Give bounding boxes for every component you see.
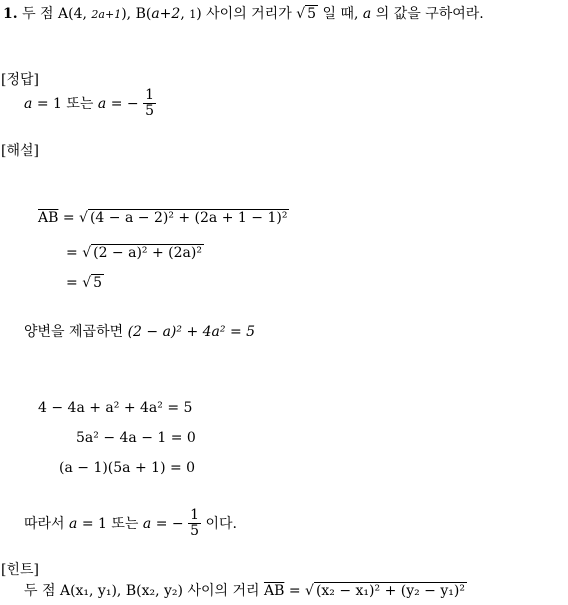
conclusion-var-2: a bbox=[142, 515, 152, 532]
conclusion-fraction-num: 1 bbox=[190, 507, 200, 523]
answer-line bbox=[24, 88, 156, 120]
point-b-prefix: B( bbox=[135, 6, 152, 22]
answer-var-2: a bbox=[97, 95, 107, 112]
line2-sqrt-symbol: √ bbox=[82, 245, 92, 261]
hint-heading: [힌트] bbox=[1, 562, 39, 578]
equation-1: 4 − 4a + a² + 4a² = 5 bbox=[38, 400, 193, 416]
sqrt-five bbox=[296, 6, 318, 23]
solution-line-1 bbox=[38, 210, 289, 227]
problem-text-3: 일 때, bbox=[322, 6, 359, 22]
answer-fraction-den: 5 bbox=[145, 103, 154, 120]
answer-fraction bbox=[143, 88, 156, 120]
answer-eq-1: = 1 bbox=[36, 95, 62, 112]
equation-2: 5a² − 4a − 1 = 0 bbox=[76, 430, 196, 446]
answer-or: 또는 bbox=[66, 95, 94, 112]
squaring-line bbox=[24, 324, 255, 341]
conclusion-fraction-den: 5 bbox=[190, 523, 200, 540]
point-a-suffix: ), bbox=[121, 6, 132, 22]
point-b-x: a+2 bbox=[151, 6, 181, 22]
line2-radicand: (2 − a)² + (2a)² bbox=[93, 245, 202, 261]
solution-line-2 bbox=[66, 245, 204, 262]
point-a-prefix: A(4, bbox=[58, 6, 87, 22]
problem-text-4: 의 값을 구하여라. bbox=[375, 6, 484, 22]
line3-sqrt bbox=[82, 275, 104, 292]
point-a-y: 2a+1 bbox=[91, 8, 122, 21]
hint-text-2: 사이의 거리 bbox=[187, 583, 260, 599]
solution-line-3 bbox=[66, 275, 104, 292]
conclusion-line bbox=[24, 508, 237, 540]
equation-3: (a − 1)(5a + 1) = 0 bbox=[59, 460, 196, 476]
answer-eq-2: = − bbox=[110, 95, 139, 112]
line3-sqrt-symbol: √ bbox=[82, 275, 92, 291]
hint-line bbox=[24, 583, 467, 600]
problem-text-1: 두 점 bbox=[22, 6, 54, 22]
solution-heading: [해설] bbox=[1, 143, 39, 159]
hint-sqrt bbox=[305, 583, 467, 600]
answer-var-1: a bbox=[24, 95, 33, 112]
squaring-equation: (2 − a)² + 4a² = 5 bbox=[127, 324, 256, 340]
line2-eq: = bbox=[66, 245, 78, 261]
conclusion-or: 또는 bbox=[111, 515, 139, 532]
line1-sqrt bbox=[79, 210, 289, 227]
line1-radicand: (4 − a − 2)² + (2a + 1 − 1)² bbox=[89, 210, 288, 226]
line1-eq: = bbox=[62, 210, 75, 226]
hint-radicand: (x₂ − x₁)² + (y₂ − y₁)² bbox=[315, 583, 465, 599]
hint-point-a: A(x₁, y₁), bbox=[59, 583, 122, 599]
conclusion-fraction bbox=[188, 508, 201, 540]
hint-eq: = bbox=[288, 583, 301, 599]
point-b-suffix: ) bbox=[196, 6, 202, 22]
line2-sqrt bbox=[82, 245, 204, 262]
hint-point-b: B(x₂, y₂) bbox=[125, 583, 183, 599]
segment-ab: $\overline{AB}$ bbox=[38, 210, 59, 226]
line1-sqrt-symbol: √ bbox=[79, 210, 88, 226]
conclusion-text-1: 따라서 bbox=[24, 515, 65, 532]
conclusion-var-1: a bbox=[69, 515, 78, 532]
answer-heading: [정답] bbox=[1, 72, 39, 88]
hint-segment-ab: $\overline{AB}$ bbox=[263, 583, 285, 599]
problem-text-2: 사이의 거리가 bbox=[206, 6, 292, 22]
hint-text-1: 두 점 bbox=[24, 583, 56, 599]
problem-statement bbox=[3, 6, 484, 23]
point-b-sep: , bbox=[180, 6, 185, 22]
sqrt-radicand: 5 bbox=[307, 6, 317, 22]
conclusion-end: 이다. bbox=[205, 515, 237, 532]
answer-fraction-num: 1 bbox=[145, 87, 154, 103]
variable-a: a bbox=[362, 6, 372, 22]
line3-eq: = bbox=[66, 275, 78, 291]
problem-number: 1. bbox=[3, 6, 18, 22]
squaring-text: 양변을 제곱하면 bbox=[24, 324, 124, 340]
sqrt-symbol: √ bbox=[296, 6, 306, 22]
conclusion-eq-2: = − bbox=[155, 515, 184, 532]
point-b-y: 1 bbox=[189, 8, 197, 21]
hint-sqrt-symbol: √ bbox=[305, 583, 314, 599]
conclusion-eq-1: = 1 bbox=[81, 515, 107, 532]
line3-radicand: 5 bbox=[93, 275, 103, 291]
